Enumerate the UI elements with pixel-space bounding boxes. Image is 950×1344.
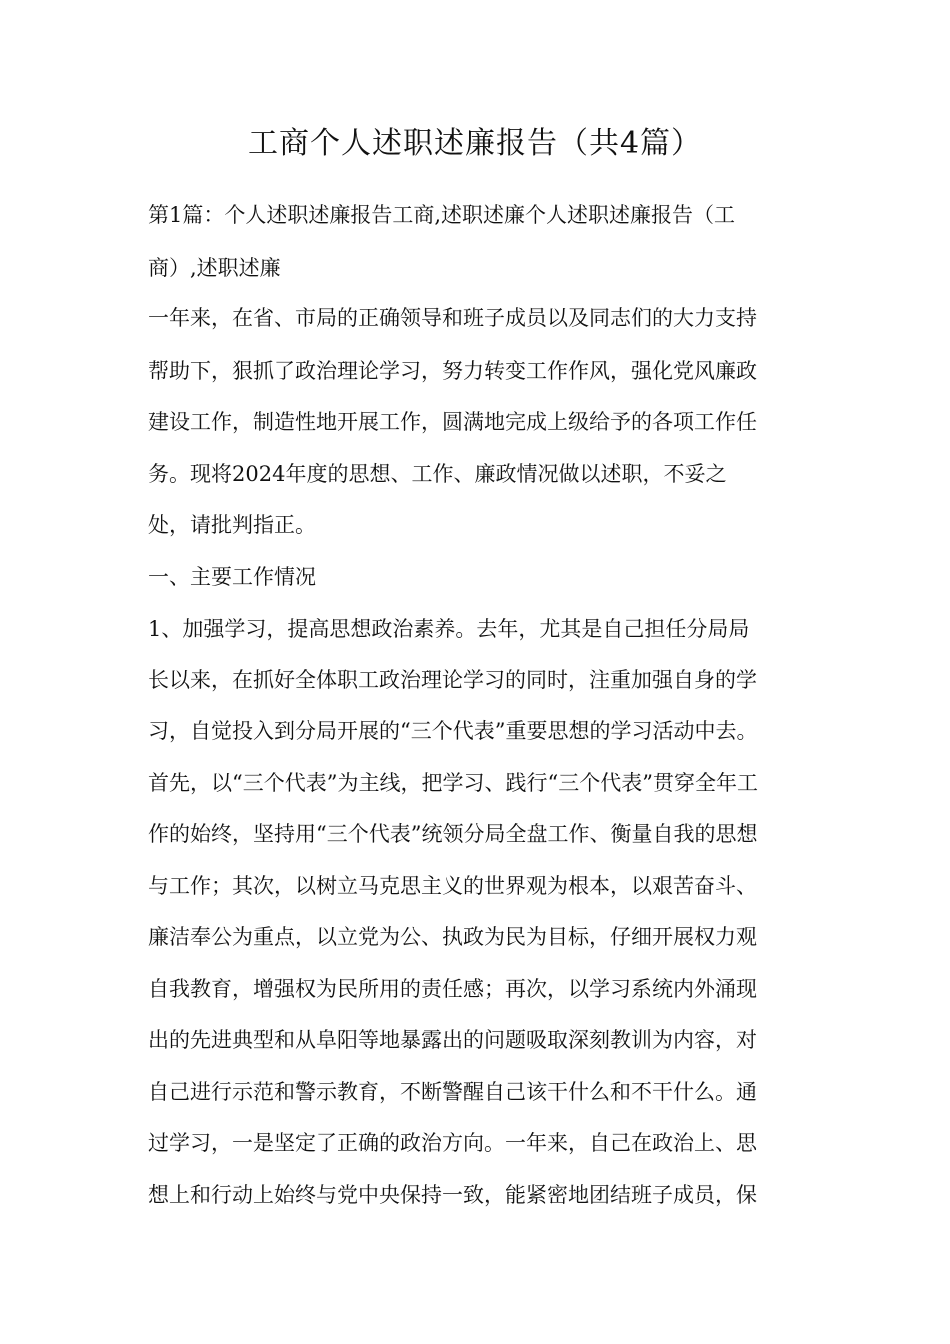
text-line: 自我教育，增强权为民所用的责任感；再次，以学习系统内外涌现 xyxy=(148,977,757,1001)
text-line: 长以来，在抓好全体职工政治理论学习的同时，注重加强自身的学 xyxy=(148,668,757,692)
text-line: 出的先进典型和从阜阳等地暴露出的问题吸取深刻教训为内容，对 xyxy=(148,1028,757,1052)
text-line: 第1篇：个人述职述廉报告工商,述职述廉个人述职述廉报告（工 xyxy=(148,203,736,227)
text-line: 作的始终，坚持用“三个代表”统领分局全盘工作、衡量自我的思想 xyxy=(148,822,758,846)
text-line: 处，请批判指正。 xyxy=(148,513,316,537)
text-line: 帮助下，狠抓了政治理论学习，努力转变工作作风，强化党风廉政 xyxy=(148,359,757,383)
text-line: 建设工作，制造性地开展工作，圆满地完成上级给予的各项工作任 xyxy=(148,410,757,434)
document-title: 工商个人述职述廉报告（共4篇） xyxy=(247,126,703,161)
text-line: 自己进行示范和警示教育，不断警醒自己该干什么和不干什么。通 xyxy=(148,1080,757,1104)
text-line: 想上和行动上始终与党中央保持一致，能紧密地团结班子成员，保 xyxy=(148,1183,757,1207)
text-line: 一年来，在省、市局的正确领导和班子成员以及同志们的大力支持 xyxy=(148,306,757,330)
text-line: 首先，以“三个代表”为主线，把学习、践行“三个代表”贯穿全年工 xyxy=(148,771,758,795)
text-line: 务。现将2024年度的思想、工作、廉政情况做以述职，不妥之 xyxy=(148,462,727,486)
text-line: 与工作；其次，以树立马克思主义的世界观为根本，以艰苦奋斗、 xyxy=(148,874,757,898)
text-line: 1、加强学习，提高思想政治素养。去年，尤其是自己担任分局局 xyxy=(148,617,750,641)
text-line: 过学习，一是坚定了正确的政治方向。一年来，自己在政治上、思 xyxy=(148,1131,757,1155)
section-heading: 一、主要工作情况 xyxy=(148,565,316,589)
text-line: 廉洁奉公为重点，以立党为公、执政为民为目标，仔细开展权力观 xyxy=(148,925,757,949)
text-line: 习，自觉投入到分局开展的“三个代表”重要思想的学习活动中去。 xyxy=(148,719,758,743)
text-line: 商）,述职述廉 xyxy=(148,256,281,280)
